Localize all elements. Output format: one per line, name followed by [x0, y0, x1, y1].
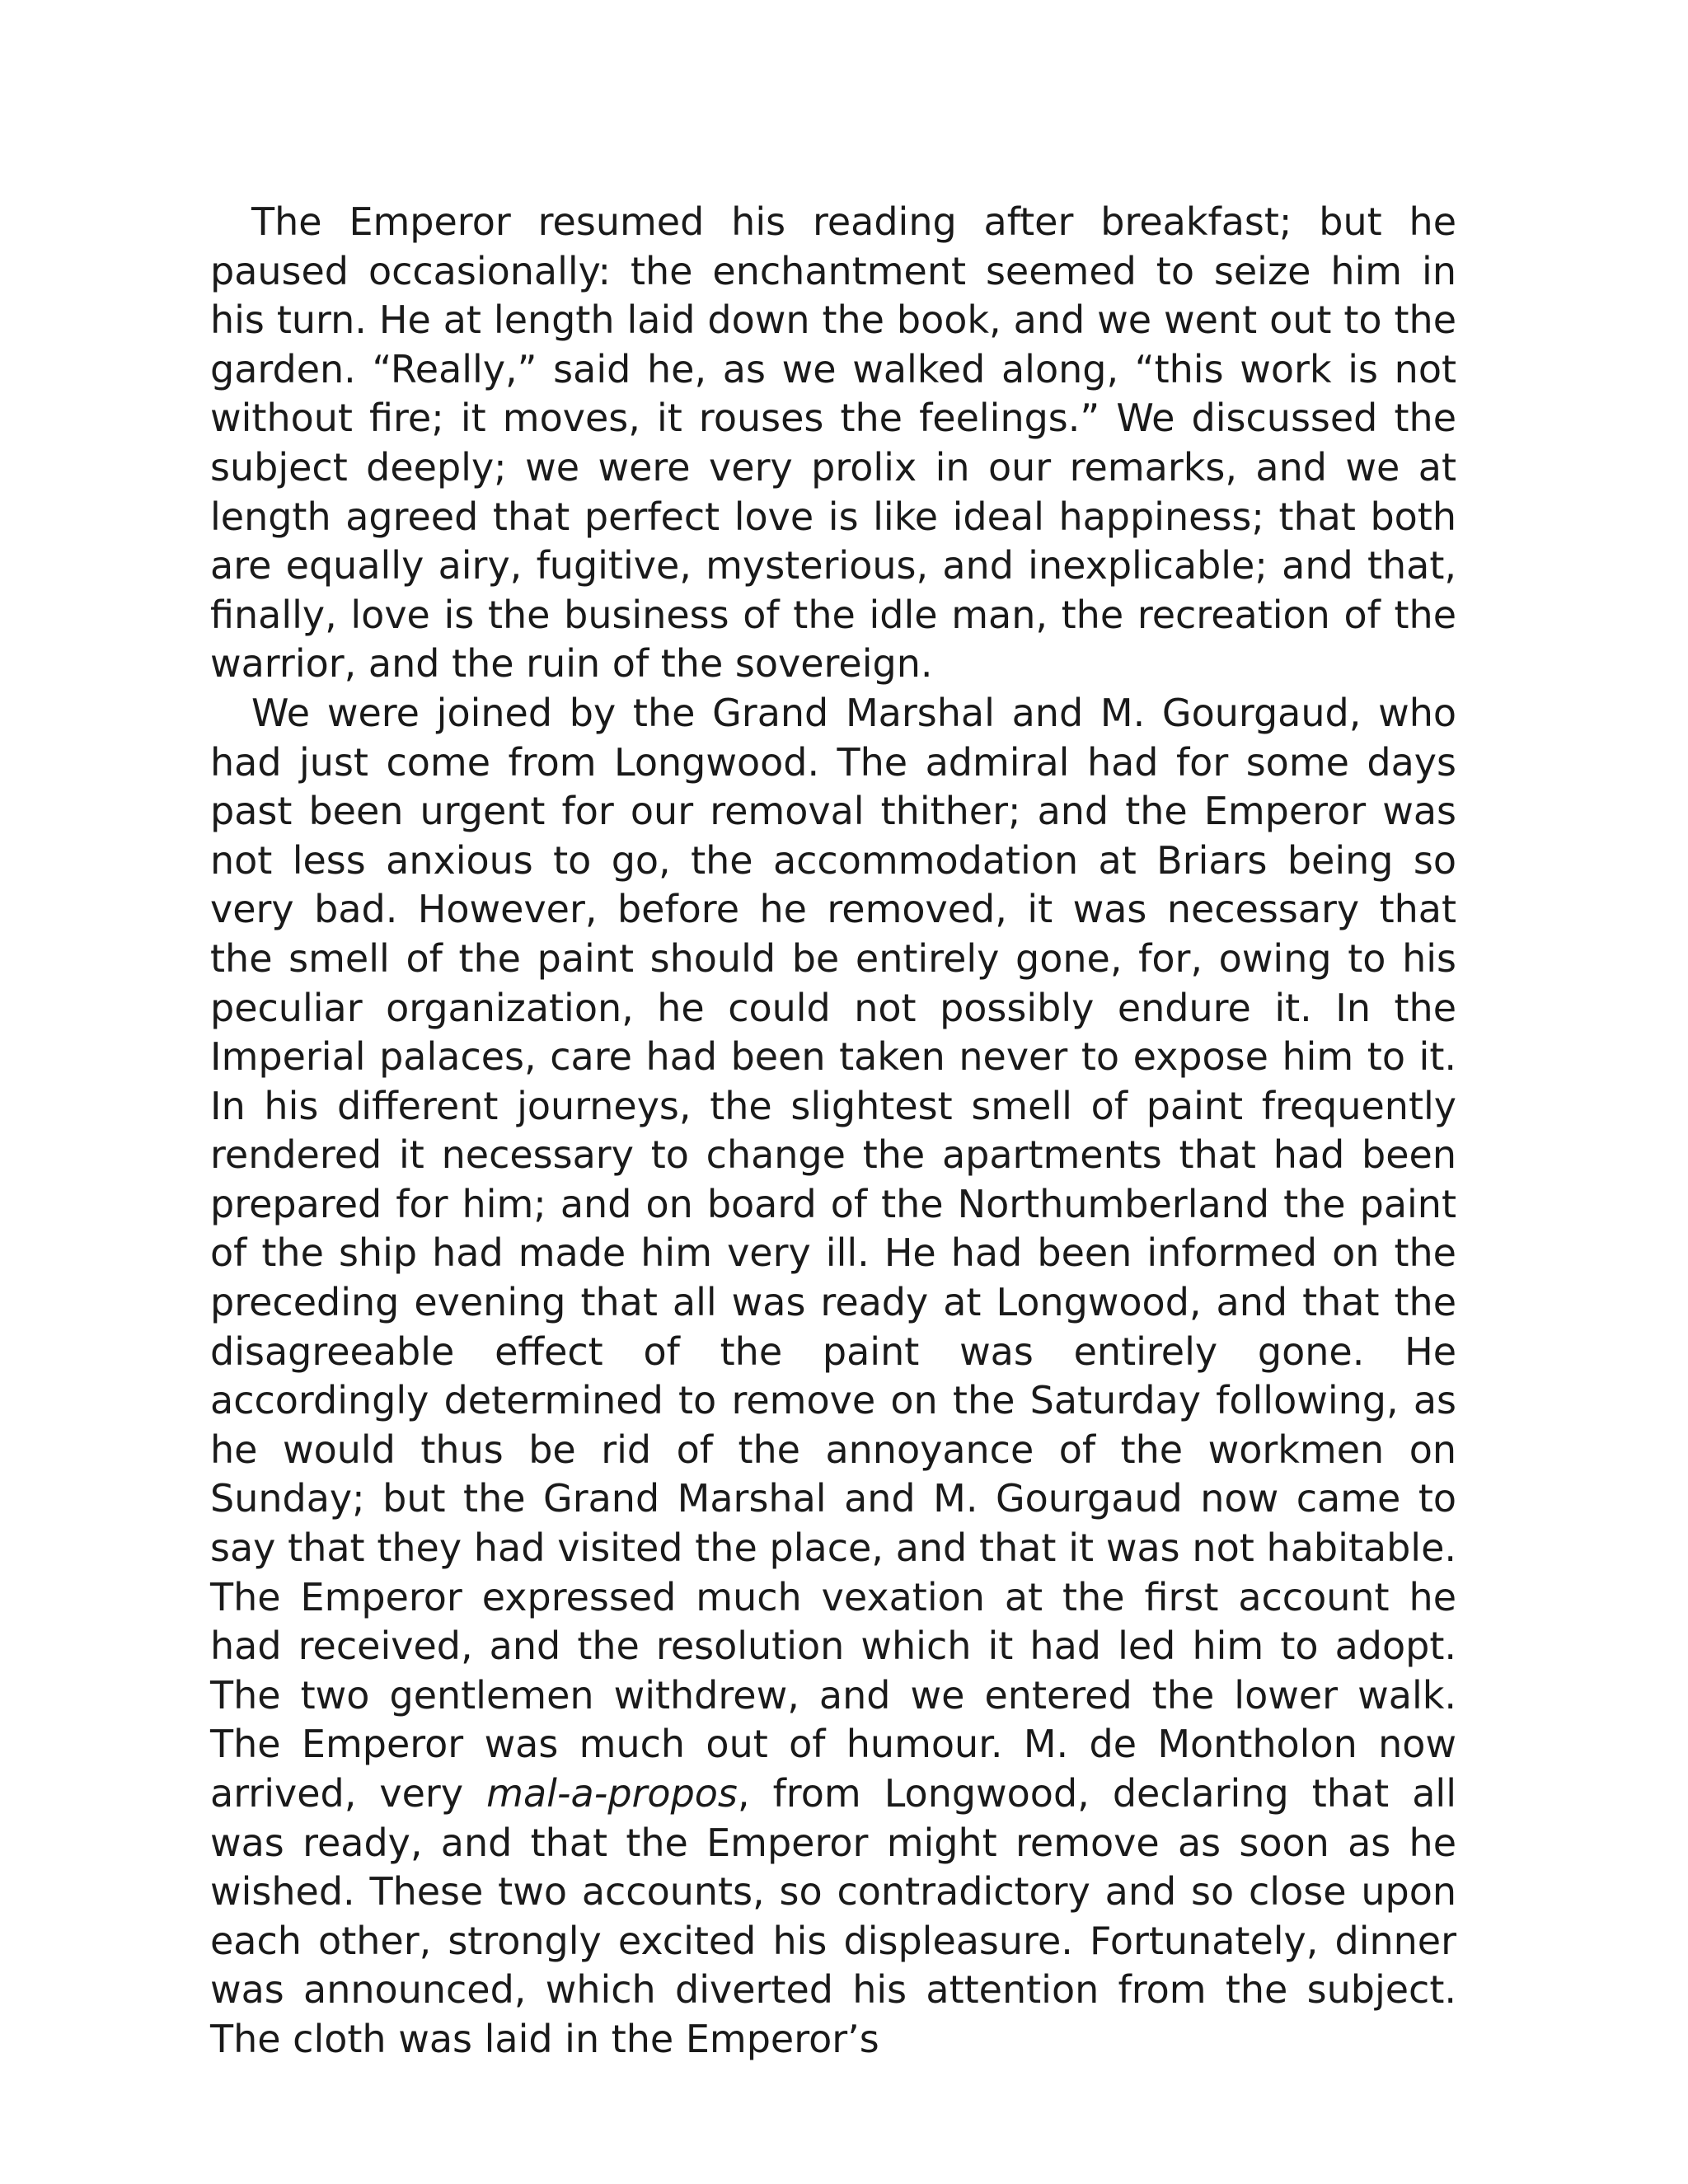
paragraph-text-part-1: We were joined by the Grand Marshal and M. Gourgaud, who had just come from Longwood. The admiral had for some days past been urgent for our removal thither; and the Emperor was not less anxious to go, the accommodation at Briars being so very bad. However, before he removed, it was necessary that the smell of the paint should be entirely gone, for, owing to his peculiar organization, he could not possibly endure it. In the Imperial palaces, care had been taken never to expose him to it. In his different journeys, the slightest smell of paint frequently rendered it necessary to change the apartments that had been prepared for him; and on board of the Northumberland the paint of the ship had made him very ill. He had been informed on the preceding evening that all was ready at Longwood, and that the disagreeable effect of the paint was entirely gone. He accordingly determined to remove on the Saturday following, as he would thus be rid of the annoyance of the workmen on Sunday; but the Grand Marshal and M. Gourgaud now came to say that they had visited the place, and that it was not habitable. The Emperor expressed much vexation at the first account he had received, and the resolution which it had led him to adopt. The two gentlemen withdrew, and we entered the lower walk. The Emperor was much out of humour. M. de Montholon now arrived, very [210, 690, 1456, 1816]
document-page [210, 198, 1456, 2064]
paragraph-text-part-2: , from Longwood, declaring that all was ready, and that the Emperor might remove as soon as he wished. These two accounts, so contradictory and so close upon each other, strongly excited his displeasure. Fortunately, dinner was announced, which diverted his attention from the subject. The cloth was laid in the Emperor’s [210, 1771, 1456, 2061]
paragraph-reading-after-breakfast: The Emperor resumed his reading after breakfast; but he paused occasionally: the enchantment seemed to seize him in his turn. He at length laid down the book, and we went out to the garden. “Really,” said he, as we walked along, “this work is not without fire; it moves, it rouses the feelings.” We discussed the subject deeply; we were very prolix in our remarks, and we at length agreed that perfect love is like ideal happiness; that both are equally airy, fugitive, mysterious, and inexplicable; and that, finally, love is the business of the idle man, the recreation of the warrior, and the ruin of the sovereign. [210, 199, 1456, 687]
paragraph-removal-to-longwood [210, 689, 1456, 2064]
italic-phrase: mal-a-propos [486, 1771, 738, 1816]
